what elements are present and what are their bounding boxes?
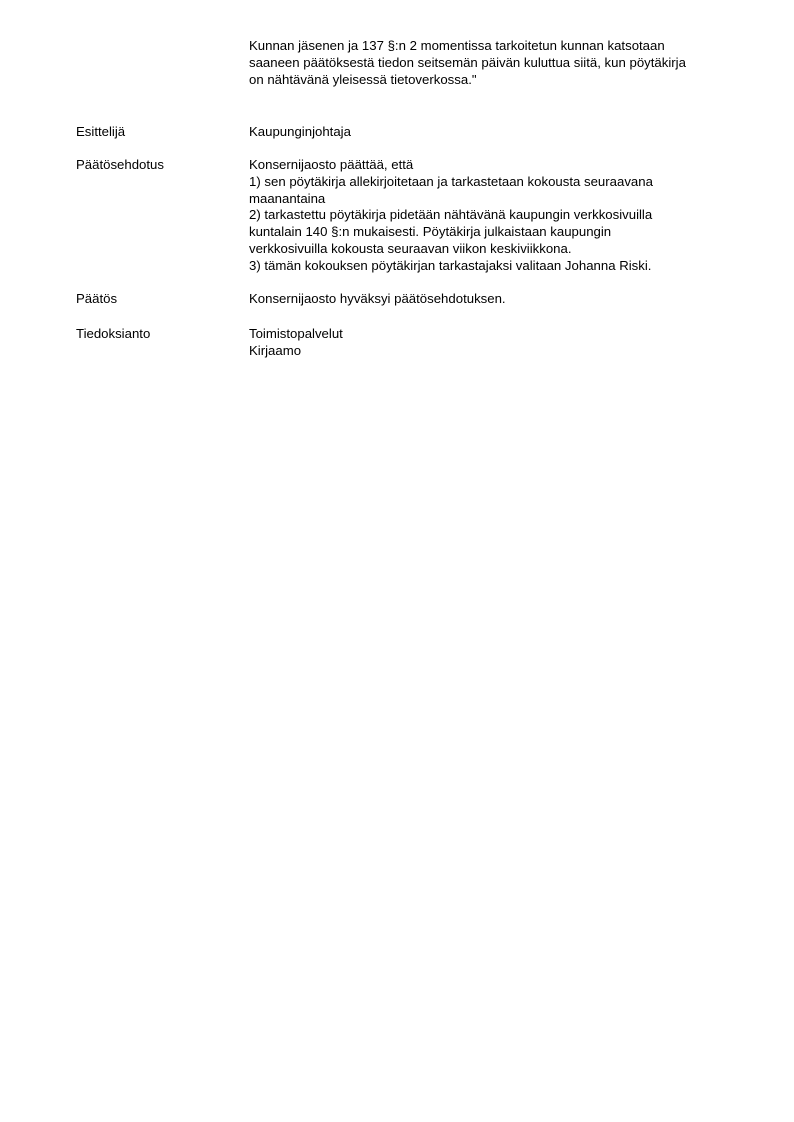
paatosehdotus-line: 2) tarkastettu pöytäkirja pidetään nähtävänä kaupungin verkkosivuilla	[249, 207, 653, 223]
tiedoksianto-line: Kirjaamo	[249, 342, 302, 358]
paatosehdotus-line: 3) tämän kokouksen pöytäkirjan tarkastajaksi valitaan Johanna Riski.	[249, 257, 652, 273]
intro-paragraph	[249, 38, 739, 88]
section-label-paatosehdotus: Päätösehdotus	[76, 157, 164, 172]
intro-line: Kunnan jäsenen ja 137 §:n 2 momentissa tarkoitetun kunnan katsotaan	[249, 38, 665, 53]
paatosehdotus-line: verkkosivuilla kokousta seuraavan viikon keskiviikkona.	[249, 240, 572, 256]
paatos-value: Konsernijaosto hyväksyi päätösehdotuksen.	[249, 291, 506, 306]
section-label-esittelija: Esittelijä	[76, 124, 126, 139]
paatosehdotus-line: kuntalain 140 §:n mukaisesti. Pöytäkirja julkaistaan kaupungin	[249, 224, 612, 240]
tiedoksianto-line: Toimistopalvelut	[249, 326, 343, 341]
section-label-paatos: Päätös	[76, 291, 118, 306]
paatosehdotus-line: maanantaina	[249, 190, 326, 206]
tiedoksianto-body	[249, 326, 739, 360]
intro-line: saaneen päätöksestä tiedon seitsemän päivän kuluttua siitä, kun pöytäkirja	[249, 54, 686, 70]
esittelija-value: Kaupunginjohtaja	[249, 124, 351, 139]
intro-line: on nähtävänä yleisessä tietoverkossa."	[249, 71, 477, 87]
paatosehdotus-line: Konsernijaosto päättää, että	[249, 157, 414, 172]
section-label-tiedoksianto: Tiedoksianto	[76, 326, 151, 341]
paatosehdotus-line: 1) sen pöytäkirja allekirjoitetaan ja tarkastetaan kokousta seuraavana	[249, 173, 653, 189]
paatosehdotus-body	[249, 157, 739, 275]
